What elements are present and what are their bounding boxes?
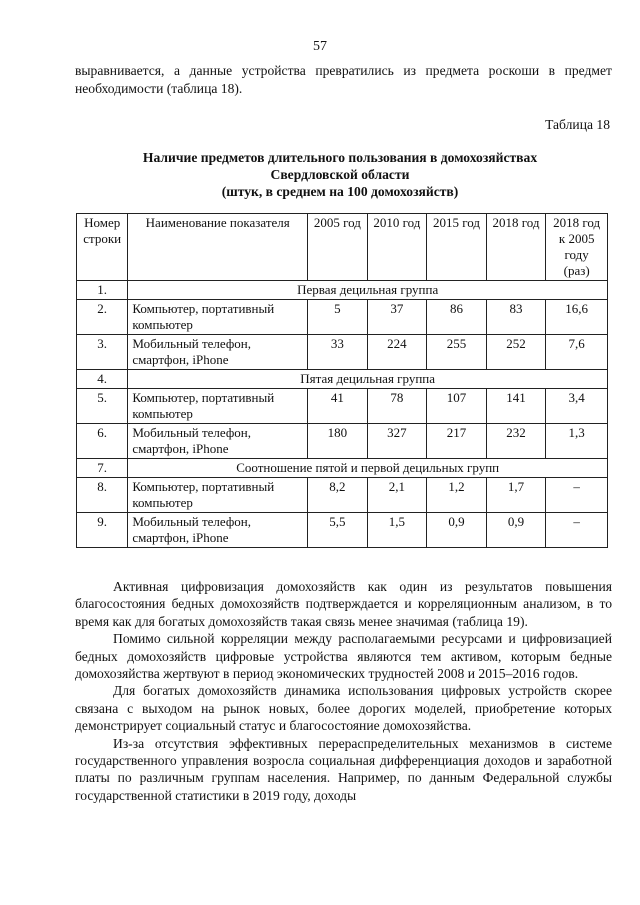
- section-title: Пятая децильная группа: [128, 370, 608, 389]
- value-2010: 2,1: [367, 478, 427, 513]
- value-2015: 255: [427, 335, 487, 370]
- value-2018: 0,9: [486, 513, 546, 548]
- value-2005: 5,5: [308, 513, 368, 548]
- value-2010: 1,5: [367, 513, 427, 548]
- paragraph: Помимо сильной корреляции между располагаемыми ресурсами и цифровизацией бедных домохозяйств цифровые устройства являются тем активом, которым бедные домохозяйства жертвуют в период экономических трудностей 2008 и 2015–2016 годов.: [75, 631, 612, 682]
- value-ratio: –: [546, 478, 608, 513]
- row-number: 1.: [77, 281, 128, 300]
- indicator-name: Компьютер, портативный компьютер: [128, 389, 308, 424]
- value-ratio: 16,6: [546, 300, 608, 335]
- paragraph: Из-за отсутствия эффективных перераспределительных механизмов в системе государственного управления возросла социальная дифференциация доходов и заработной платы по различным группам населения. Например, по данным Федеральной службы государственной статистики в 2019 году, доходы: [75, 735, 612, 803]
- table-label: Таблица 18: [545, 117, 610, 132]
- table-title-line3: (штук, в среднем на 100 домохозяйств): [221, 184, 459, 199]
- section-title: Первая децильная группа: [128, 281, 608, 300]
- intro-paragraph: выравнивается, а данные устройства превратились из предмета роскоши в предмет необходимости (таблица 18).: [75, 63, 612, 96]
- table-row-section: [77, 281, 608, 300]
- value-2018: 1,7: [486, 478, 546, 513]
- value-2005: 8,2: [308, 478, 368, 513]
- table-row: [77, 513, 608, 548]
- table-title: [70, 149, 610, 200]
- table-title-line2: Свердловской области: [270, 167, 410, 182]
- value-2018: 252: [486, 335, 546, 370]
- value-2005: 180: [308, 424, 368, 459]
- paragraph: Для богатых домохозяйств динамика использования цифровых устройств скорее связана с выходом на рынок новых, более дорогих моделей, приобретение которых демонстрирует социальный статус и благосостояние домохозяйства.: [75, 683, 612, 734]
- header-row-number: Номер строки: [77, 214, 128, 281]
- row-number: 5.: [77, 389, 128, 424]
- value-ratio: 7,6: [546, 335, 608, 370]
- value-ratio: 3,4: [546, 389, 608, 424]
- value-2018: 83: [486, 300, 546, 335]
- value-2015: 217: [427, 424, 487, 459]
- row-number: 7.: [77, 459, 128, 478]
- value-2010: 78: [367, 389, 427, 424]
- value-ratio: –: [546, 513, 608, 548]
- row-number: 3.: [77, 335, 128, 370]
- table-row-section: [77, 459, 608, 478]
- value-2010: 327: [367, 424, 427, 459]
- row-number: 9.: [77, 513, 128, 548]
- header-2015: 2015 год: [427, 214, 487, 281]
- indicator-name: Компьютер, портативный компьютер: [128, 300, 308, 335]
- table-row: [77, 300, 608, 335]
- indicator-name: Мобильный телефон, смартфон, iPhone: [128, 424, 308, 459]
- table-row: [77, 424, 608, 459]
- value-2005: 41: [308, 389, 368, 424]
- indicator-name: Мобильный телефон, смартфон, iPhone: [128, 513, 308, 548]
- indicator-name: Мобильный телефон, смартфон, iPhone: [128, 335, 308, 370]
- value-2015: 86: [427, 300, 487, 335]
- section-title: Соотношение пятой и первой децильных групп: [128, 459, 608, 478]
- value-2018: 232: [486, 424, 546, 459]
- data-table: [76, 213, 608, 548]
- value-2015: 0,9: [427, 513, 487, 548]
- value-2018: 141: [486, 389, 546, 424]
- page-number: 57: [313, 39, 327, 54]
- value-2015: 1,2: [427, 478, 487, 513]
- table-row: [77, 335, 608, 370]
- row-number: 4.: [77, 370, 128, 389]
- value-2010: 224: [367, 335, 427, 370]
- value-2015: 107: [427, 389, 487, 424]
- header-2010: 2010 год: [367, 214, 427, 281]
- table-header-row: [77, 214, 608, 281]
- header-ratio: 2018 год к 2005 году (раз): [546, 214, 608, 281]
- value-2005: 33: [308, 335, 368, 370]
- row-number: 8.: [77, 478, 128, 513]
- row-number: 6.: [77, 424, 128, 459]
- paragraph: Активная цифровизация домохозяйств как один из результатов повышения благосостояния бедных домохозяйств подтверждается и корреляционным анализом, в то время как для богатых домохозяйств такая связь менее значимая (таблица 19).: [75, 579, 612, 629]
- table-row-section: [77, 370, 608, 389]
- header-2005: 2005 год: [308, 214, 368, 281]
- table-row: [77, 478, 608, 513]
- table-row: [77, 389, 608, 424]
- header-indicator: Наименование показателя: [128, 214, 308, 281]
- value-ratio: 1,3: [546, 424, 608, 459]
- header-2018: 2018 год: [486, 214, 546, 281]
- row-number: 2.: [77, 300, 128, 335]
- indicator-name: Компьютер, портативный компьютер: [128, 478, 308, 513]
- value-2005: 5: [308, 300, 368, 335]
- table-title-line1: Наличие предметов длительного пользования в домохозяйствах: [142, 150, 538, 165]
- body-text: [75, 578, 612, 804]
- value-2010: 37: [367, 300, 427, 335]
